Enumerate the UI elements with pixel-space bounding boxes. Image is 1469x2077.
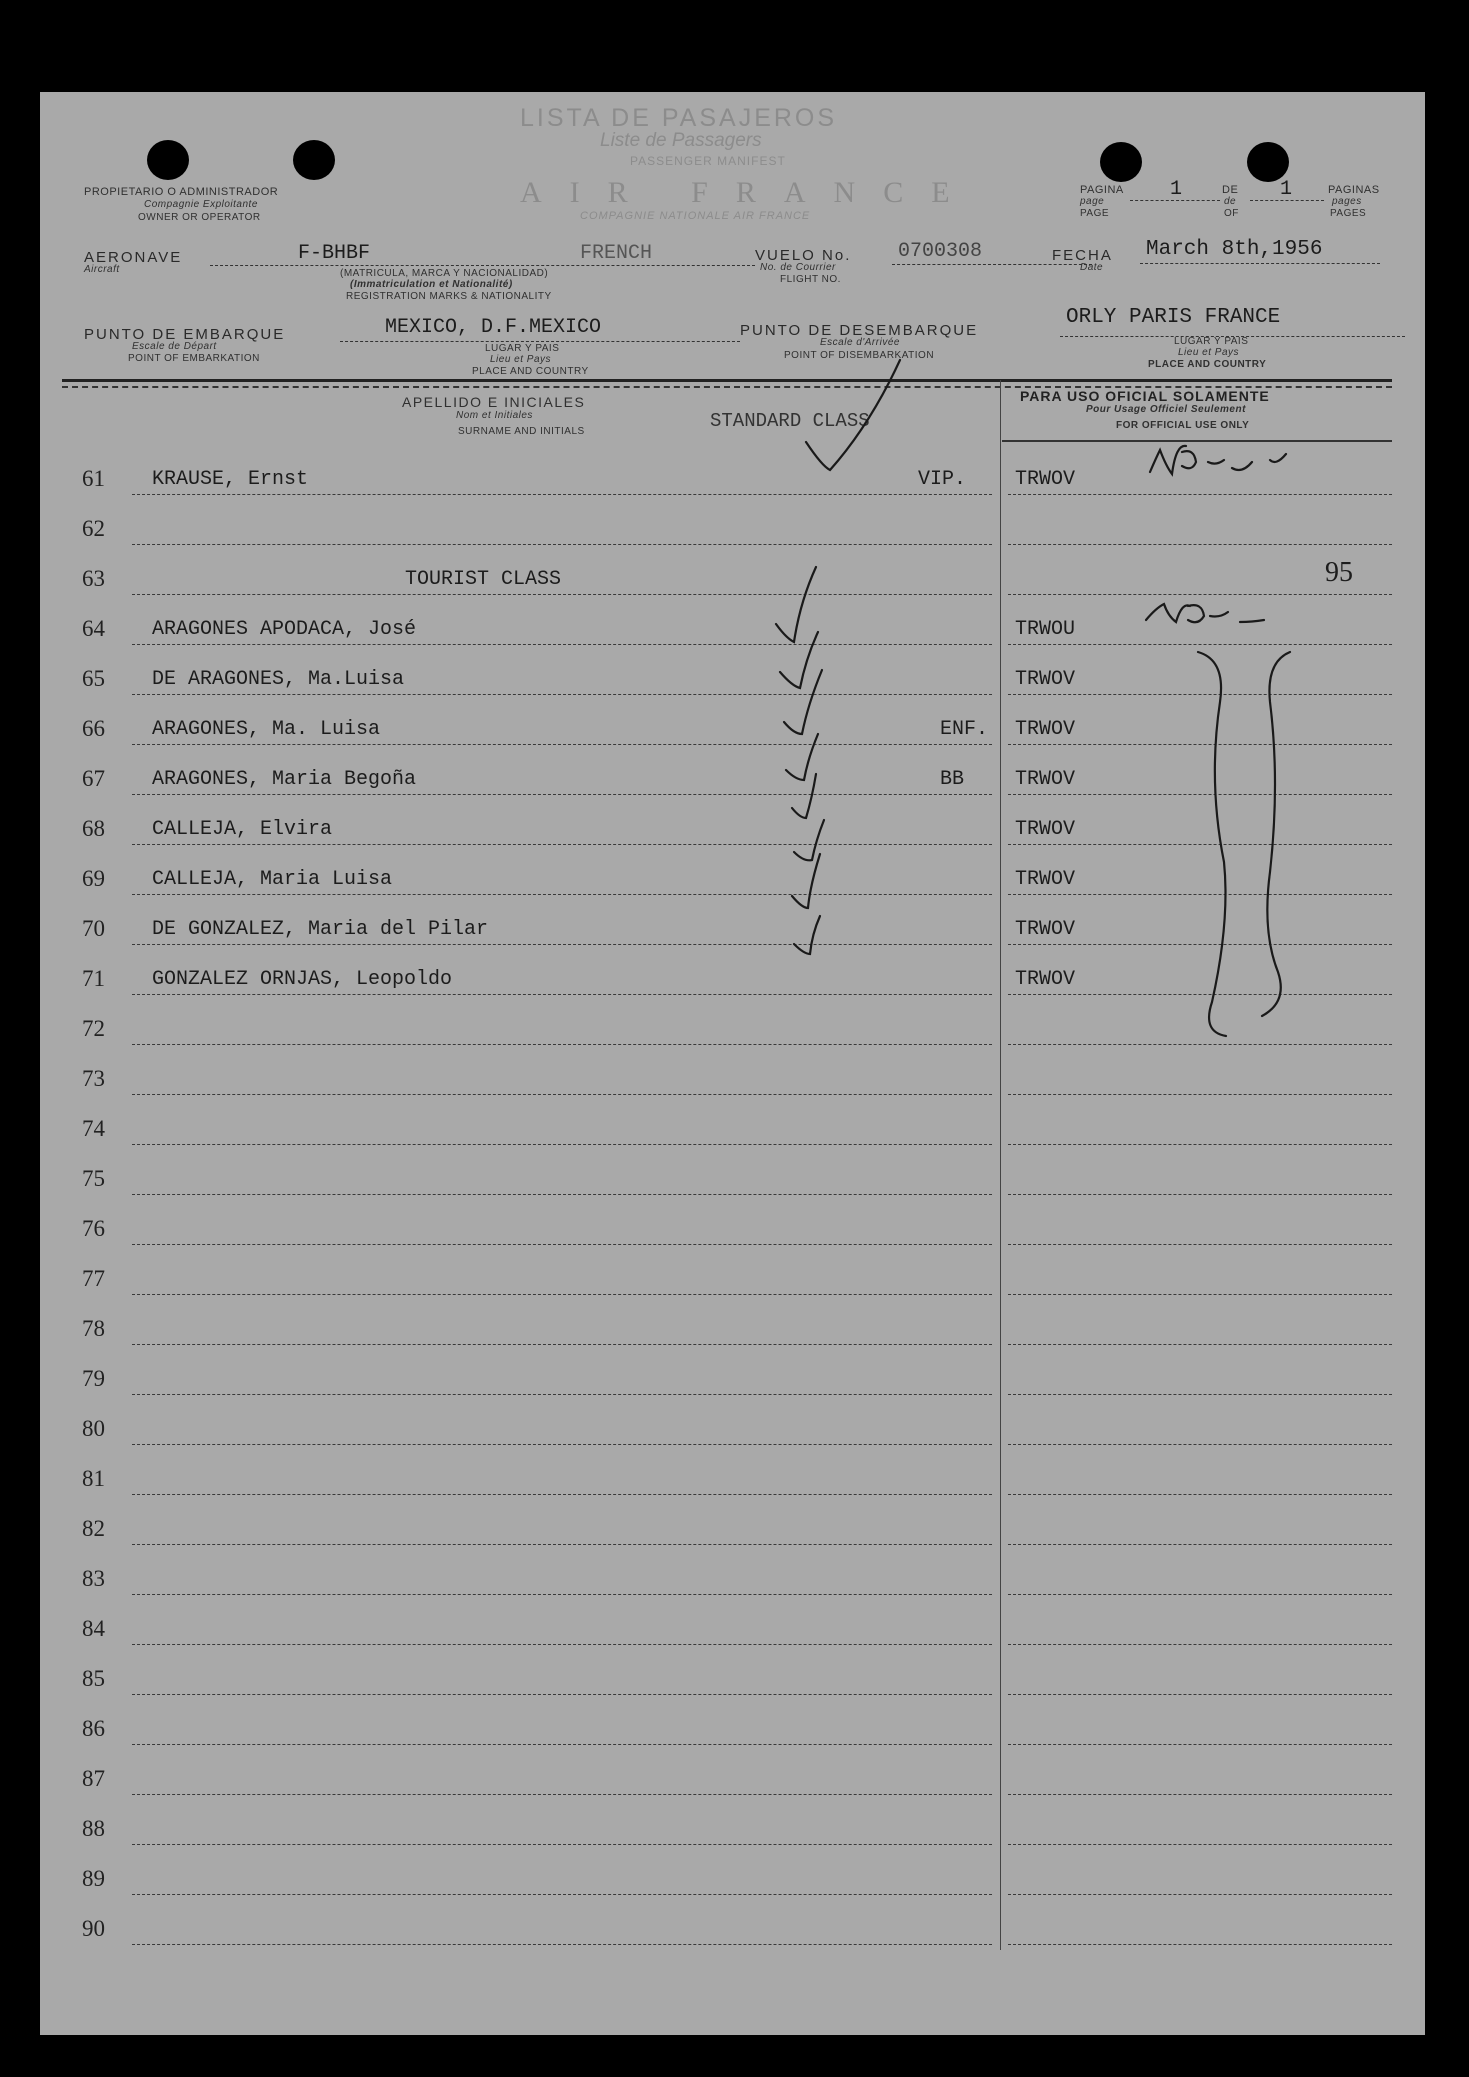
row-number: 87 [82,1766,105,1791]
official-use-header-es: PARA USO OFICIAL SOLAMENTE [1020,388,1270,404]
official-code: TRWOV [1015,668,1076,691]
row-number: 62 [82,516,105,541]
class-column-note: STANDARD CLASS [710,410,870,432]
page-total: 1 [1280,178,1293,201]
aircraft-nationality: FRENCH [580,242,653,265]
row-number: 79 [82,1366,105,1391]
row-number: 74 [82,1116,105,1141]
row-number: 82 [82,1516,105,1541]
official-code: TRWOV [1015,468,1076,491]
passenger-name: DE GONZALEZ, Maria del Pilar [152,918,489,941]
passenger-name: CALLEJA, Elvira [152,818,333,841]
row-number: 66 [82,716,105,741]
row-number: 77 [82,1266,105,1291]
airline-name: AIR FRANCE [520,176,978,209]
page-label-en: PAGE [1080,208,1110,219]
flight-number: 0700308 [898,240,983,263]
official-code: TRWOV [1015,718,1076,741]
embarkation-place-caption-en: PLACE AND COUNTRY [472,366,589,377]
handwritten-check-marks [40,92,1425,2035]
row-number: 75 [82,1166,105,1191]
row-number: 61 [82,466,105,491]
row-number: 63 [82,566,105,591]
of-label-es: DE [1222,184,1239,196]
disembarkation-label-en: POINT OF DISEMBARKATION [784,350,935,361]
row-number: 76 [82,1216,105,1241]
aircraft-sub-es: (MATRICULA, MARCA Y NACIONALIDAD) [340,268,549,279]
row-number: 68 [82,816,105,841]
page-label-es: PAGINA [1080,184,1124,196]
passenger-name: GONZALEZ ORNJAS, Leopoldo [152,968,453,991]
disembarkation-place: ORLY PARIS FRANCE [1066,306,1281,329]
names-column-header-es: APELLIDO E INICIALES [402,394,586,410]
flight-label-fr: No. de Courrier [760,262,836,273]
row-number: 64 [82,616,105,641]
row-number: 70 [82,916,105,941]
official-code: TRWOV [1015,868,1076,891]
owner-label-en: OWNER OR OPERATOR [138,212,261,223]
row-number: 67 [82,766,105,791]
of-label-fr: de [1224,196,1237,207]
title-es: LISTA DE PASAJEROS [520,104,838,132]
pages-label-en: PAGES [1330,208,1367,219]
passenger-name: ARAGONES, Ma. Luisa [152,718,381,741]
embarkation-label: PUNTO DE EMBARQUE [84,326,286,343]
row-number: 71 [82,966,105,991]
row-number: 78 [82,1316,105,1341]
embarkation-label-fr: Escale de Départ [132,341,217,352]
owner-label-es: PROPIETARIO O ADMINISTRADOR [84,186,279,198]
official-code: TRWOU [1015,618,1076,641]
date-label: FECHA [1052,247,1113,264]
passenger-name: ARAGONES, Maria Begoña [152,768,417,791]
row-number: 72 [82,1016,105,1041]
official-use-header-fr: Pour Usage Officiel Seulement [1086,404,1246,415]
disembarkation-place-caption-fr: Lieu et Pays [1178,347,1240,358]
disembarkation-label: PUNTO DE DESEMBARQUE [740,322,979,339]
aircraft-label: AERONAVE [84,249,183,266]
passenger-remark: VIP. [918,468,967,491]
date-label-fr: Date [1080,262,1104,273]
of-label-en: OF [1224,208,1239,219]
aircraft-registration: F-BHBF [298,242,371,265]
title-en: PASSENGER MANIFEST [630,154,786,168]
official-use-header-en: FOR OFFICIAL USE ONLY [1116,420,1250,431]
flight-label: VUELO No. [755,247,852,264]
disembarkation-place-caption-en: PLACE AND COUNTRY [1148,359,1267,370]
row-number: 84 [82,1616,105,1641]
row-number: 86 [82,1716,105,1741]
aircraft-sub-en: REGISTRATION MARKS & NATIONALITY [346,291,552,302]
pages-label-es: PAGINAS [1328,184,1380,196]
embarkation-place-caption-es: LUGAR Y PAIS [485,343,560,354]
row-number: 69 [82,866,105,891]
owner-label-fr: Compagnie Exploitante [144,199,258,210]
manifest-sheet [40,92,1425,2035]
row-number: 83 [82,1566,105,1591]
names-column-header-en: SURNAME AND INITIALS [458,426,585,437]
passenger-name: CALLEJA, Maria Luisa [152,868,393,891]
official-code: TRWOV [1015,818,1076,841]
embarkation-label-en: POINT OF EMBARKATION [128,353,260,364]
aircraft-label-fr: Aircraft [84,264,120,275]
flight-date: March 8th,1956 [1146,238,1323,261]
row-number: 80 [82,1416,105,1441]
section-heading: TOURIST CLASS [405,568,562,591]
row-number: 88 [82,1816,105,1841]
embarkation-place-caption-fr: Lieu et Pays [490,354,552,365]
row-number: 89 [82,1866,105,1891]
aircraft-sub-fr: (Immatriculation et Nationalité) [350,279,513,290]
official-code: TRWOV [1015,968,1076,991]
passenger-name: KRAUSE, Ernst [152,468,309,491]
passenger-count-note: 95 [1325,557,1353,588]
row-number: 85 [82,1666,105,1691]
row-number: 90 [82,1916,105,1941]
row-number: 73 [82,1066,105,1091]
page-number: 1 [1170,178,1183,201]
row-number: 81 [82,1466,105,1491]
pages-label-fr: pages [1332,196,1362,207]
official-code: TRWOV [1015,918,1076,941]
passenger-remark: ENF. [940,718,989,741]
title-fr: Liste de Passagers [600,130,762,151]
names-column-header-fr: Nom et Initiales [456,410,533,421]
disembarkation-place-caption-es: LUGAR Y PAIS [1174,336,1249,347]
passenger-name: DE ARAGONES, Ma.Luisa [152,668,405,691]
passenger-remark: BB [940,768,965,791]
embarkation-place: MEXICO, D.F.MEXICO [385,316,602,339]
official-code: TRWOV [1015,768,1076,791]
flight-label-en: FLIGHT NO. [780,274,841,285]
page-label-fr: page [1080,196,1105,207]
passenger-name: ARAGONES APODACA, José [152,618,417,641]
disembarkation-label-fr: Escale d'Arrivée [820,337,900,348]
row-number: 65 [82,666,105,691]
airline-subtitle: COMPAGNIE NATIONALE AIR FRANCE [580,210,811,222]
